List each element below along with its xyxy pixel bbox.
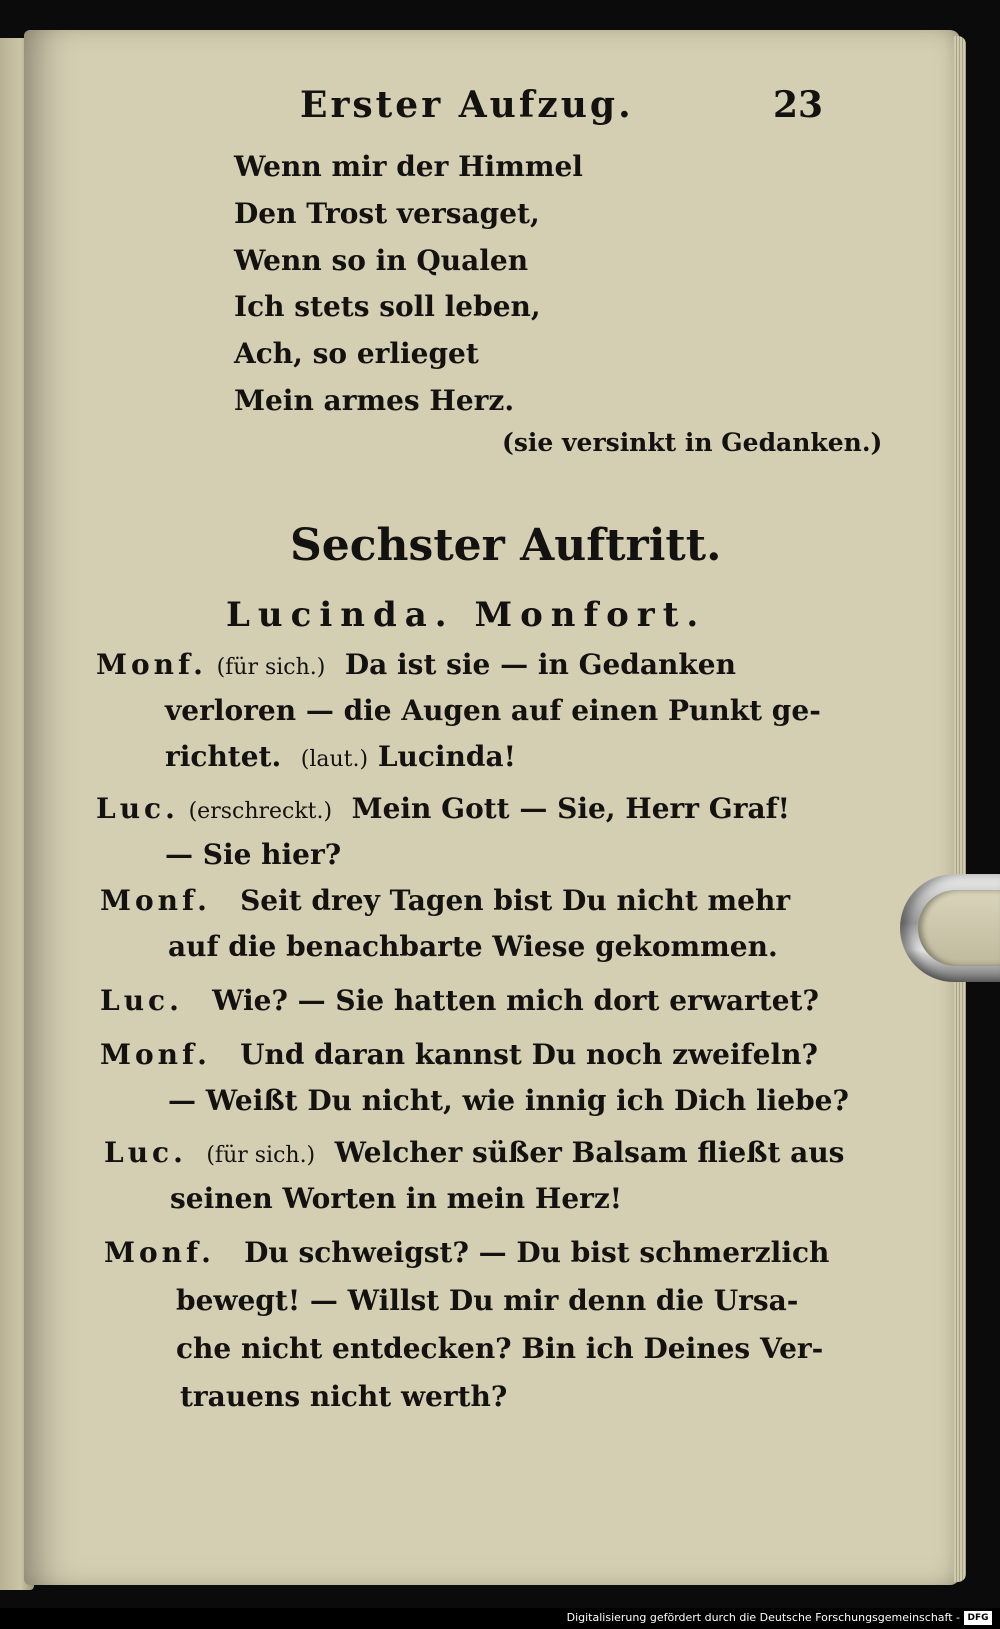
dialogue-line [165,740,516,773]
verse-line: Mein armes Herz. [234,384,515,417]
dialogue-text: Da ist sie — in Gedanken [344,648,736,681]
stage-direction: (erschreckt.) [188,799,333,824]
verse-line: Den Trost versaget, [234,197,540,230]
dialogue-text: Welcher süßer Balsam fließt aus [334,1136,845,1169]
dialogue-line [96,792,790,825]
scene-cast: Lucinda. Monfort. [226,595,707,635]
dialogue-line [104,1236,829,1269]
verse-line: Ich stets soll leben, [234,290,541,323]
speaker-name: Luc. [100,984,183,1017]
dialogue-line [100,884,790,917]
stage-direction: (laut.) [300,747,369,772]
verse-line: Ach, so erlieget [234,337,479,370]
dialogue-line [96,648,736,681]
dialogue-text: Seit drey Tagen bist Du nicht mehr [240,884,791,917]
stage-direction: (sie versinkt in Gedanken.) [502,428,883,457]
stage-direction: (für sich.) [206,1143,316,1168]
book-clip [900,874,1000,982]
speaker-name: Monf. [100,1038,211,1071]
page-stack-edge [954,36,966,1582]
dialogue-line [100,1038,818,1071]
speaker-name: Luc. [104,1136,187,1169]
dialogue-line: trauens nicht werth? [180,1380,508,1413]
speaker-name: Monf. [100,884,211,917]
footer-credit: Digitalisierung gefördert durch die Deutsche Forschungsgemeinschaft - [566,1611,960,1624]
dfg-logo: DFG [964,1611,992,1625]
dialogue-line: bewegt! — Willst Du mir denn die Ursa- [176,1284,799,1317]
stage-direction: (für sich.) [216,655,326,680]
dialogue-line: auf die benachbarte Wiese gekommen. [168,930,778,963]
dialogue-line: verloren — die Augen auf einen Punkt ge- [165,694,821,727]
page-number: 23 [773,84,824,126]
dialogue-text: Lucinda! [377,740,516,773]
dialogue-line: seinen Worten in mein Herz! [170,1182,623,1215]
verse-line: Wenn so in Qualen [234,244,529,277]
dialogue-text: Und daran kannst Du noch zweifeln? [240,1038,818,1071]
dialogue-line: — Sie hier? [165,838,342,871]
speaker-name: Monf. [104,1236,215,1269]
running-title: Erster Aufzug. [300,84,634,126]
dialogue-line [104,1136,844,1169]
scene-title: Sechster Auftritt. [290,520,722,571]
dialogue-line: — Weißt Du nicht, wie innig ich Dich liebe? [168,1084,849,1117]
verse-line: Wenn mir der Himmel [234,150,583,183]
dialogue-line [100,984,819,1017]
dialogue-line: che nicht entdecken? Bin ich Deines Ver- [176,1332,824,1365]
dialogue-text: Wie? — Sie hatten mich dort erwartet? [212,984,819,1017]
dialogue-text: Mein Gott — Sie, Herr Graf! [351,792,790,825]
dialogue-text: Du schweigst? — Du bist schmerzlich [244,1236,830,1269]
dialogue-text: richtet. [165,740,282,773]
speaker-name: Luc. [96,792,179,825]
book-clip-inner [918,890,1000,966]
speaker-name: Monf. [96,648,207,681]
